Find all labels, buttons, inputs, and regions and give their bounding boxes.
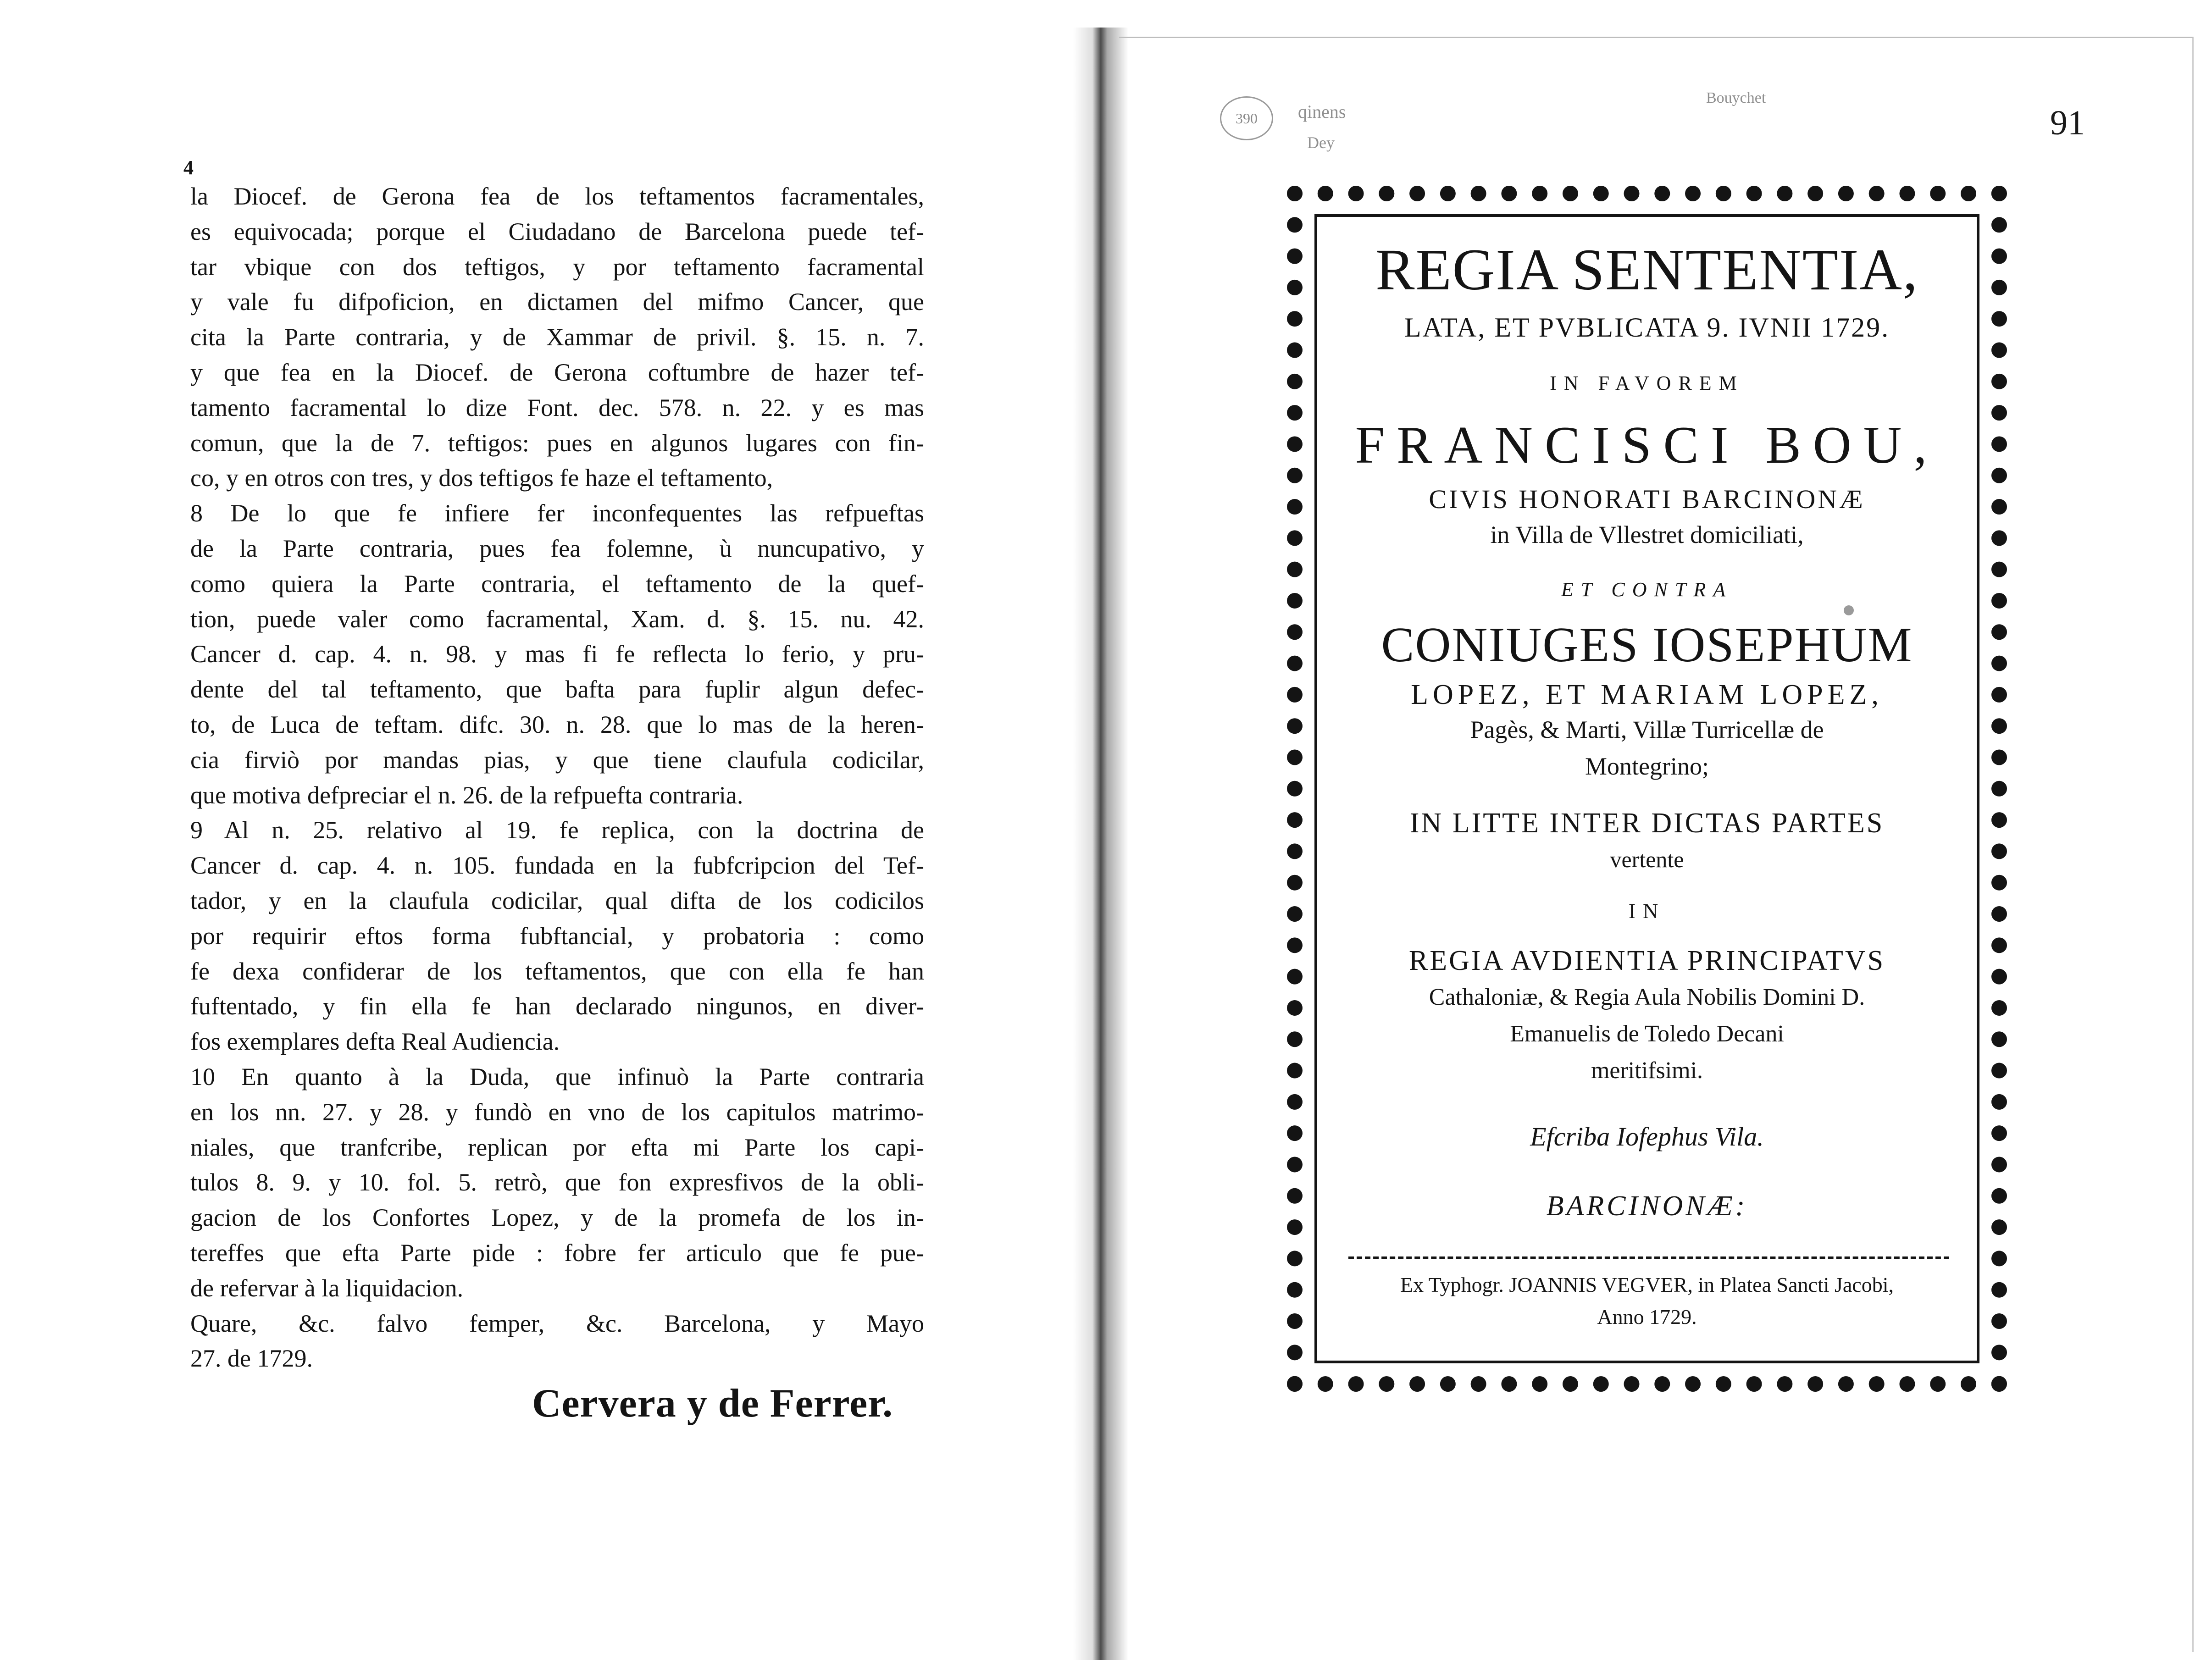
text-line: tar vbique con dos teftigos, y por teftamento facramental: [190, 253, 924, 281]
title-line-name: CONIUGES IOSEPHUM: [1381, 618, 1913, 672]
imprint-place: BARCINONÆ:: [1546, 1190, 1748, 1222]
title-line: LOPEZ, ET MARIAM LOPEZ,: [1411, 679, 1883, 710]
text-line: en los nn. 27. y 28. y fundò en vno de los capitulos matrimo-: [190, 1098, 924, 1126]
margin-note: qinens: [1298, 101, 1346, 122]
text-line: y vale fu difpoficion, en dictamen del mifmo Cancer, que: [190, 288, 924, 316]
text-line: comun, que la de 7. teftigos: pues en algunos lugares con fin-: [190, 429, 924, 457]
text-line: 8 De lo que fe infiere fer inconfequentes las refpueftas: [190, 499, 924, 527]
imprint-line: Anno 1729.: [1597, 1305, 1697, 1328]
imprint-line: Ex Typhogr. JOANNIS VEGVER, in Platea Sancti Jacobi,: [1400, 1273, 1894, 1296]
text-line: to, de Luca de teftam. difc. 30. n. 28. que lo mas de la heren-: [190, 710, 924, 738]
text-line: fuftentado, y fin ella fe han declarado ningunos, en diver-: [190, 992, 924, 1020]
title-line: LATA, ET PVBLICATA 9. IVNII 1729.: [1404, 312, 1890, 343]
text-line: de refervar à la liquidacion.: [190, 1274, 464, 1302]
text-line: tion, puede valer como facramental, Xam. d. §. 15. nu. 42.: [190, 605, 924, 633]
text-line: tador, y en la claufula codicilar, qual difta de los codicilos: [190, 886, 924, 914]
text-line: es equivocada; porque el Ciudadano de Barcelona puede tef-: [190, 217, 924, 245]
title-line: IN LITTE INTER DICTAS PARTES: [1409, 808, 1885, 839]
text-line: fe dexa confiderar de los teftamentos, que con ella fe han: [190, 957, 924, 985]
catalog-stamp: 390: [1220, 96, 1273, 140]
text-line: gacion de los Confortes Lopez, y de la promefa de los in-: [190, 1204, 924, 1232]
title-line: CIVIS HONORATI BARCINONÆ: [1429, 484, 1865, 514]
text-line: dente del tal teftamento, que bafta para fuplir algun defec-: [190, 675, 924, 703]
text-line: 9 Al n. 25. relativo al 19. fe replica, con la doctrina de: [190, 816, 924, 844]
title-line: meritifsimi.: [1591, 1057, 1703, 1084]
title-line: Pagès, & Marti, Villæ Turricellæ de: [1470, 716, 1824, 743]
title-line: vertente: [1610, 847, 1684, 872]
title-line: Efcriba Iofephus Vila.: [1530, 1122, 1764, 1151]
text-line: tulos 8. 9. y 10. fol. 5. retrò, que fon expresfivos de la obli-: [190, 1168, 924, 1196]
title-line: REGIA AVDIENTIA PRINCIPATVS: [1408, 945, 1885, 976]
title-line: IN: [1628, 899, 1666, 923]
margin-note-top: Bouychet: [1706, 89, 1766, 106]
title-line-main: REGIA SENTENTIA,: [1375, 237, 1918, 302]
text-line: tereffes que efta Parte pide : fobre fer articulo que fe pue-: [190, 1239, 924, 1267]
title-line: in Villa de Vllestret domiciliati,: [1490, 521, 1804, 548]
text-line: niales, que tranfcribe, replican por efta mi Parte los capi-: [190, 1133, 924, 1161]
text-line: Quare, &c. falvo femper, &c. Barcelona, y Mayo: [190, 1309, 924, 1337]
text-line: Cancer d. cap. 4. n. 105. fundada en la fubfcripcion del Tef-: [190, 852, 924, 880]
text-line: cita la Parte contraria, y de Xammar de privil. §. 15. n. 7.: [190, 323, 924, 351]
text-line: fos exemplares defta Real Audiencia.: [190, 1028, 560, 1056]
imprint-rule: [1348, 1256, 1949, 1259]
text-line: que motiva defpreciar el n. 26. de la refpuefta contraria.: [190, 781, 743, 809]
folio-number: 91: [2050, 104, 2085, 142]
text-line: y que fea en la Diocef. de Gerona coftumbre de hazer tef-: [190, 358, 924, 386]
text-line: 10 En quanto à la Duda, que infinuò la Parte contraria: [190, 1063, 924, 1090]
left-page-text: [190, 179, 924, 1376]
title-page: [1287, 186, 2007, 1392]
title-line: Cathaloniæ, & Regia Aula Nobilis Domini D.: [1429, 984, 1865, 1010]
page-number: 4: [183, 156, 194, 179]
text-line: la Diocef. de Gerona fea de los teftamentos facramentales,: [190, 183, 924, 210]
title-line: Montegrino;: [1585, 753, 1709, 780]
title-line: ET CONTRA: [1561, 578, 1733, 601]
title-line-name: FRANCISCI BOU,: [1355, 416, 1939, 475]
text-line: como quiera la Parte contraria, el teftamento de la quef-: [190, 570, 924, 598]
text-line: co, y en otros con tres, y dos teftigos fe haze el teftamento,: [190, 464, 773, 492]
signature: Cervera y de Ferrer.: [532, 1381, 893, 1426]
text-line: de la Parte contraria, pues fea folemne, ù nuncupativo, y: [190, 534, 924, 562]
text-line: 27. de 1729.: [190, 1345, 313, 1373]
text-line: tamento facramental lo dize Font. dec. 578. n. 22. y es mas: [190, 393, 924, 421]
text-line: por requirir eftos forma fubftancial, y probatoria : como: [190, 922, 924, 950]
text-line: Cancer d. cap. 4. n. 98. y mas fi fe reflecta lo ferio, y pru-: [190, 640, 924, 668]
title-line: IN FAVOREM: [1550, 372, 1744, 394]
margin-note: Dey: [1307, 133, 1335, 152]
text-line: cia firviò por mandas pias, y que tiene claufula codicilar,: [190, 746, 924, 774]
title-line: Emanuelis de Toledo Decani: [1510, 1021, 1784, 1047]
